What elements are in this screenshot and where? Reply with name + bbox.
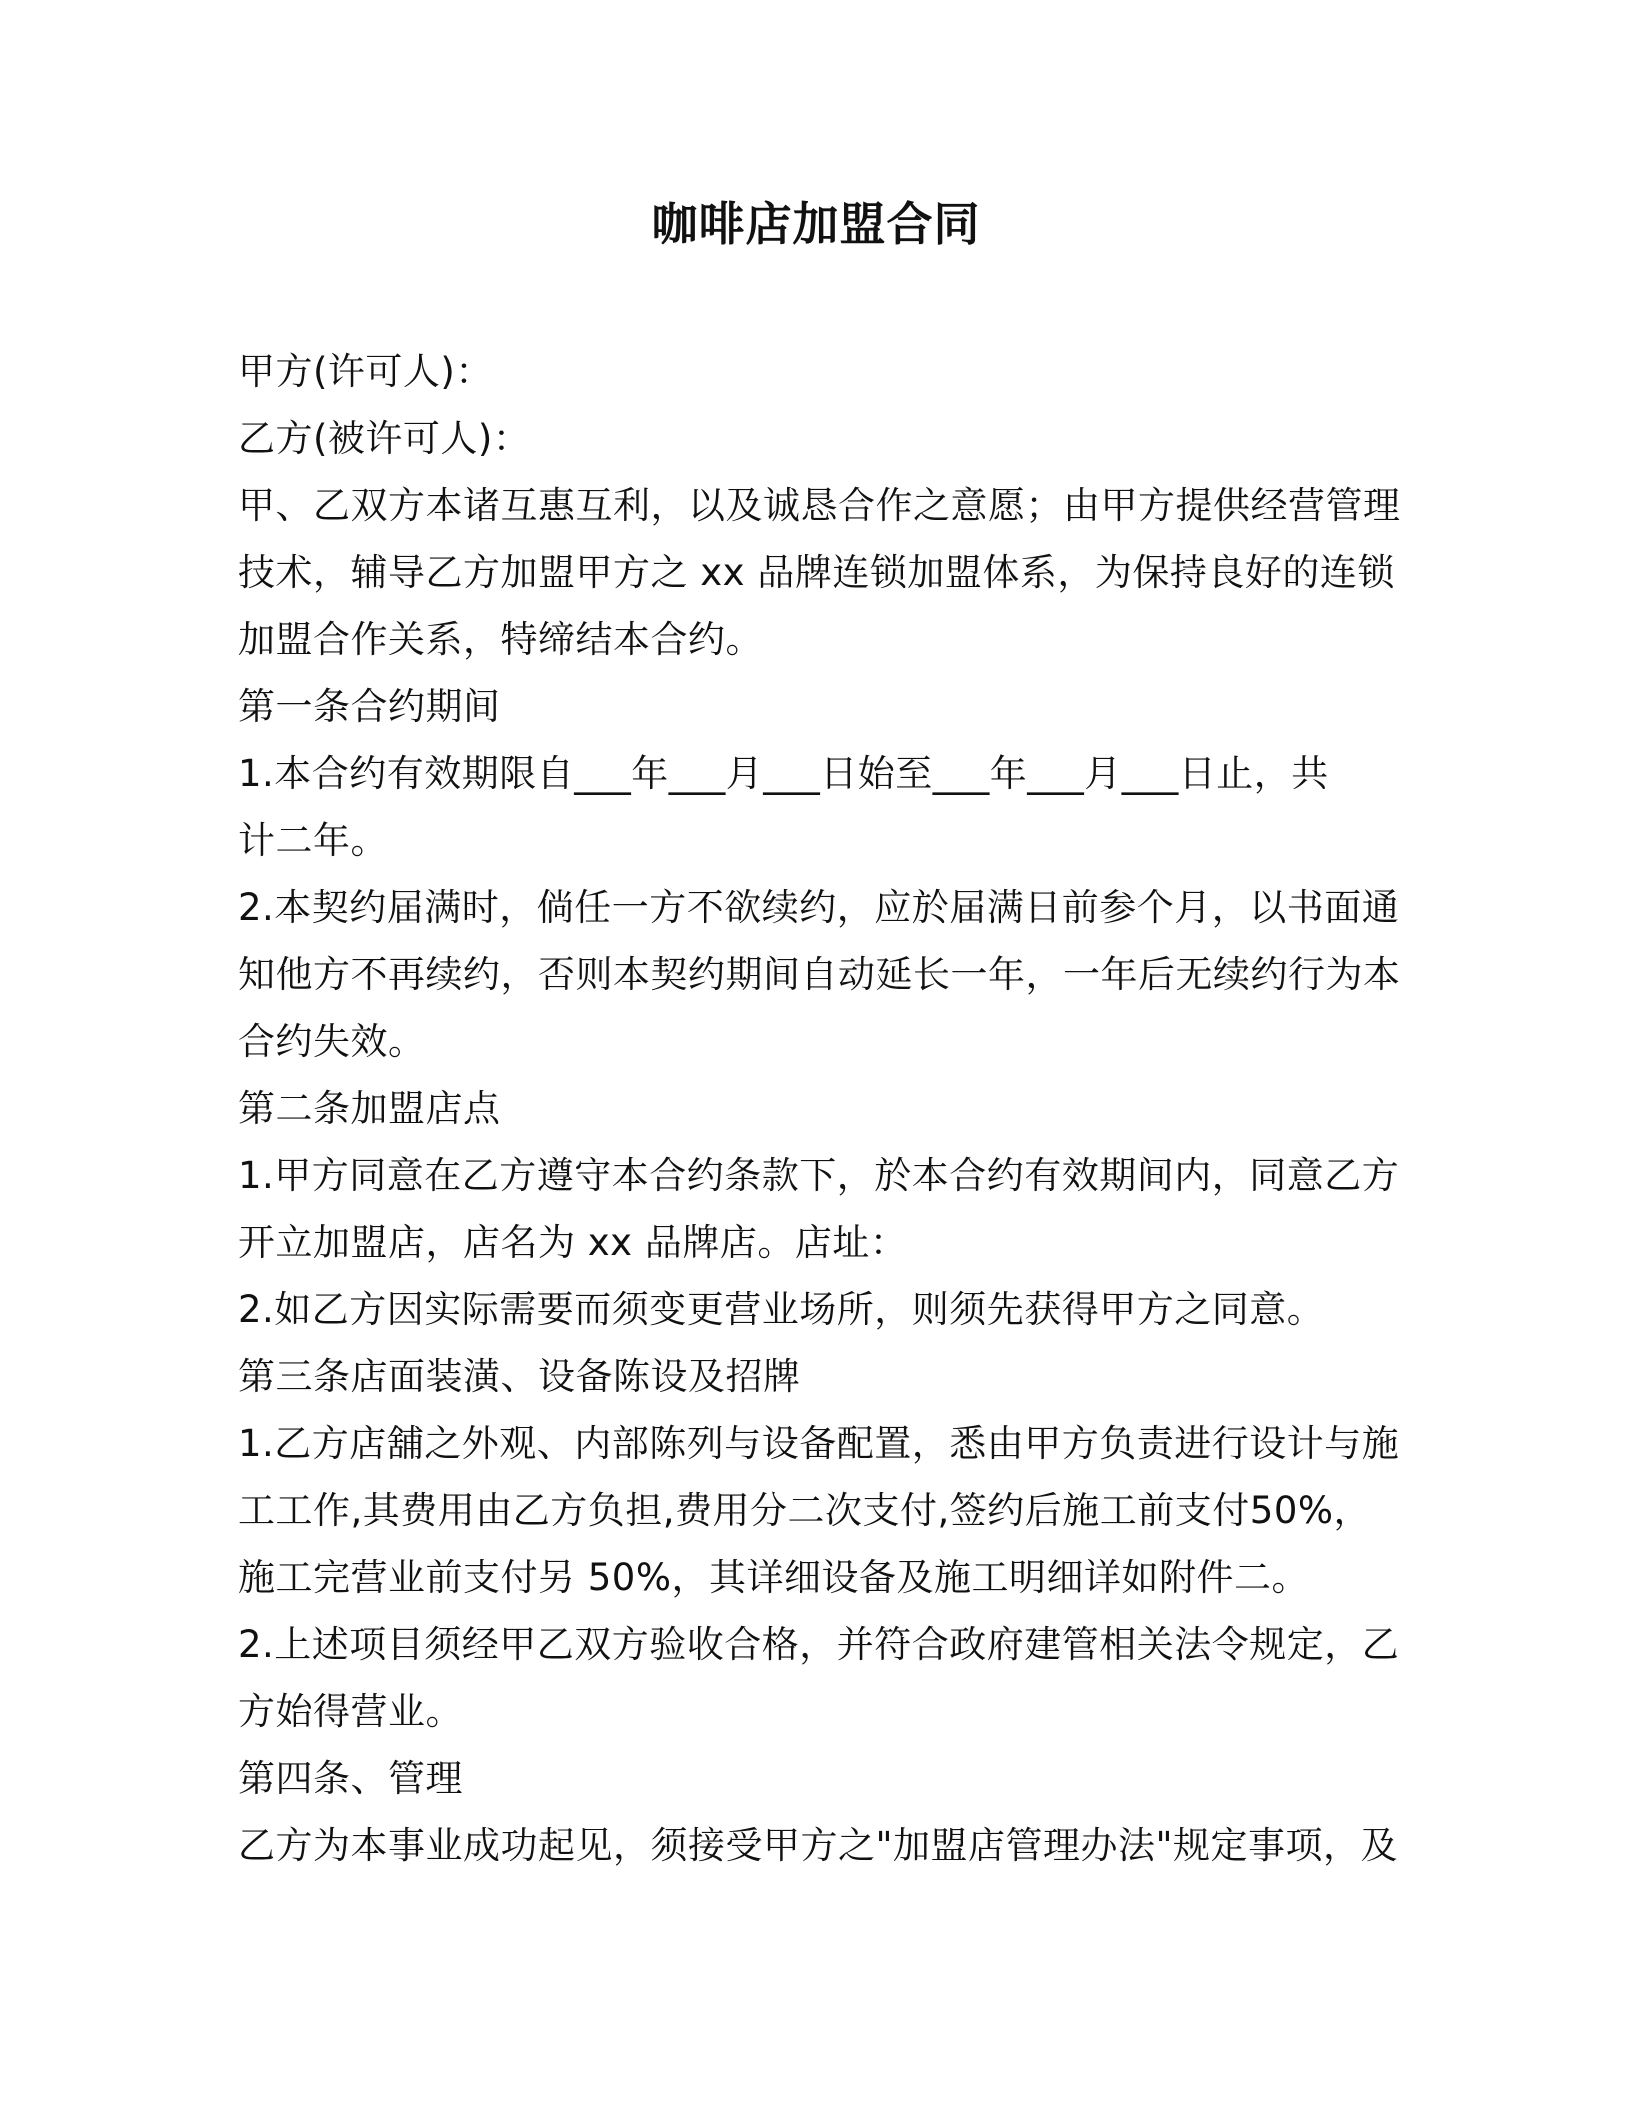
article-4-clause-line: 乙方为本事业成功起见，须接受甲方之"加盟店管理办法"规定事项，及 bbox=[238, 1824, 1399, 1867]
article-1-clause-line: 知他方不再续约，否则本契约期间自动延长一年，一年后无续约行为本 bbox=[238, 953, 1401, 996]
article-1-clause-line: 1.本合约有效期限自___年___月___日始至___年___月___日止，共 bbox=[238, 752, 1329, 795]
preamble-line: 甲、乙双方本诸互惠互利，以及诚恳合作之意愿；由甲方提供经营管理 bbox=[238, 484, 1401, 527]
article-2-clause-line: 2.如乙方因实际需要而须变更营业场所，则须先获得甲方之同意。 bbox=[238, 1288, 1325, 1331]
article-3-clause-line: 1.乙方店舖之外观、内部陈列与设备配置，悉由甲方负责进行设计与施 bbox=[238, 1422, 1400, 1465]
article-3-heading: 第三条店面装潢、设备陈设及招牌 bbox=[238, 1355, 801, 1398]
article-1-clause-line: 计二年。 bbox=[238, 819, 388, 862]
article-3-clause-line: 方始得营业。 bbox=[238, 1690, 463, 1733]
article-1-clause-line: 2.本契约届满时，倘任一方不欲续约，应於届满日前参个月，以书面通 bbox=[238, 886, 1400, 929]
article-3-clause-line: 工工作,其费用由乙方负担,费用分二次支付,签约后施工前支付50%， bbox=[238, 1489, 1372, 1532]
article-2-heading: 第二条加盟店点 bbox=[238, 1087, 501, 1130]
preamble-line: 技术，辅导乙方加盟甲方之 xx 品牌连锁加盟体系，为保持良好的连锁 bbox=[238, 551, 1395, 594]
document-title: 咖啡店加盟合同 bbox=[651, 197, 981, 251]
article-3-clause-line: 2.上述项目须经甲乙双方验收合格，并符合政府建管相关法令规定，乙 bbox=[238, 1623, 1400, 1666]
article-1-clause-line: 合约失效。 bbox=[238, 1020, 426, 1063]
article-3-clause-line: 施工完营业前支付另 50%，其详细设备及施工明细详如附件二。 bbox=[238, 1556, 1309, 1599]
party-b-line: 乙方(被许可人)： bbox=[238, 417, 531, 460]
preamble-line: 加盟合作关系，特缔结本合约。 bbox=[238, 618, 763, 661]
article-1-heading: 第一条合约期间 bbox=[238, 685, 501, 728]
document-body bbox=[238, 338, 1401, 1879]
party-a-line: 甲方(许可人)： bbox=[238, 350, 493, 393]
article-2-clause-line: 开立加盟店，店名为 xx 品牌店。店址： bbox=[238, 1221, 908, 1264]
article-4-heading: 第四条、管理 bbox=[238, 1757, 463, 1800]
article-2-clause-line: 1.甲方同意在乙方遵守本合约条款下，於本合约有效期间内，同意乙方 bbox=[238, 1154, 1400, 1197]
